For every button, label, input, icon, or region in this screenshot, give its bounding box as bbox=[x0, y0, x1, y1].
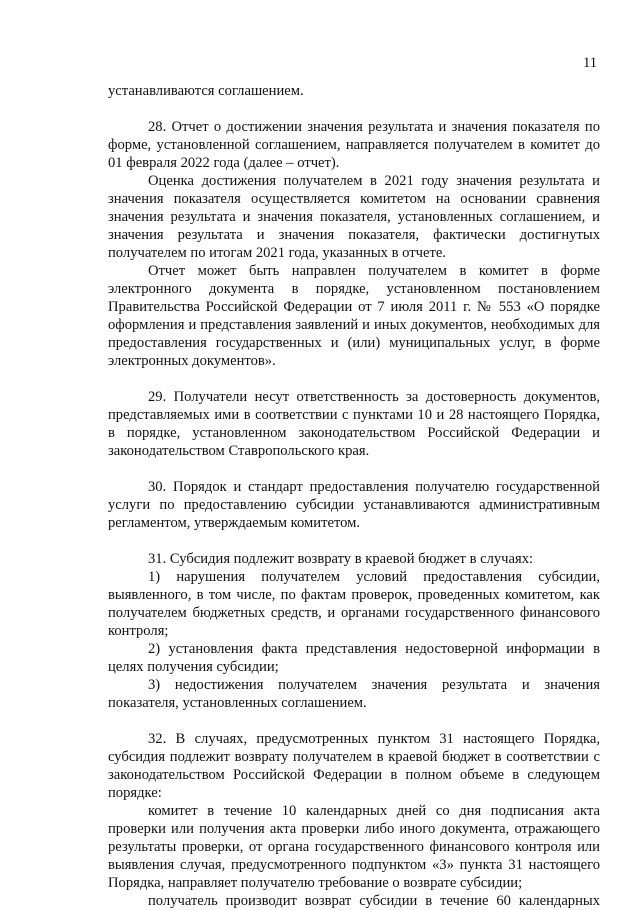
paragraph: 28. Отчет о достижении значения результата и значения показателя по форме, установленной соглашением, направляется получателем в комитет до 01 февраля 2022 года (далее – отчет). bbox=[108, 119, 600, 171]
paragraph: Отчет может быть направлен получателем в комитет в форме электронного документа в порядке, установленном постановлением Правительства Российской Федерации от 7 июля 2011 г. № 553 «О порядке оформления и представления заявлений и иных документов, необходимых для предоставления государственных и (или) муниципальных услуг, в форме электронных документов». bbox=[108, 263, 600, 369]
paragraph: 31. Субсидия подлежит возврату в краевой бюджет в случаях: bbox=[148, 551, 534, 567]
paragraph: получатель производит возврат субсидии в течение 60 календарных bbox=[148, 893, 600, 909]
paragraph: комитет в течение 10 календарных дней со дня подписания акта проверки или получения акта проверки либо иного документа, отражающего результаты проверки, от органа государственного финансового контроля или выявления случая, предусмотренного подпунктом «3» пункта 31 настоящего Порядка, направляет получателю требование о возврате субсидии; bbox=[108, 803, 600, 891]
paragraph: 29. Получатели несут ответственность за достоверность документов, представляемых ими в соответствии с пунктами 10 и 28 настоящего Порядка, в порядке, установленном законодательством Российской Федерации и законодательством Ставропольского края. bbox=[108, 389, 600, 459]
paragraph: 1) нарушения получателем условий предоставления субсидии, выявленного, в том числе, по фактам проверок, проведенных комитетом, как получателем бюджетных средств, и органами государственного финансового контроля; bbox=[108, 569, 600, 639]
paragraph: устанавливаются соглашением. bbox=[108, 83, 304, 99]
paragraph: 30. Порядок и стандарт предоставления получателю государственной услуги по предоставлению субсидии устанавливаются административным регламентом, утверждаемым комитетом. bbox=[108, 479, 600, 531]
document-body bbox=[108, 82, 600, 910]
paragraph: 3) недостижения получателем значения результата и значения показателя, установленных соглашением. bbox=[108, 677, 600, 711]
paragraph: 32. В случаях, предусмотренных пунктом 31 настоящего Порядка, субсидия подлежит возврату получателем в краевой бюджет в соответствии с законодательством Российской Федерации в полном объеме в следующем порядке: bbox=[108, 731, 600, 801]
paragraph: Оценка достижения получателем в 2021 году значения результата и значения показателя осуществляется комитетом на основании сравнения значения результата и значения показателя, установленных соглашением, и значения результата и значения показателя, фактически достигнутых получателем по итогам 2021 года, указанных в отчете. bbox=[108, 173, 600, 261]
paragraph: 2) установления факта представления недостоверной информации в целях получения субсидии; bbox=[108, 641, 600, 675]
page-number: 11 bbox=[582, 55, 597, 71]
